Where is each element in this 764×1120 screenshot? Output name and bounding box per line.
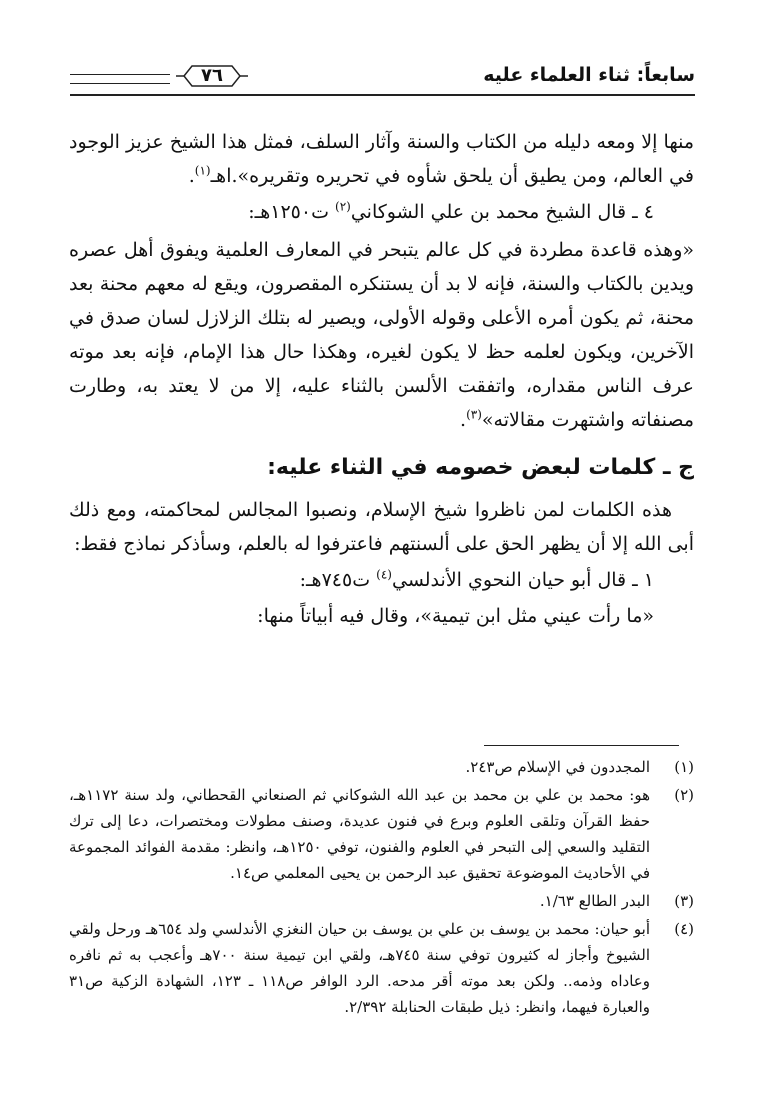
footnote-separator bbox=[484, 745, 679, 746]
page-number: ٧٦ bbox=[201, 65, 223, 86]
paragraph-text: منها إلا ومعه دليله من الكتاب والسنة وآثار السلف، فمثل هذا الشيخ عزيز الوجود في العالم، ومن يطيق أن يلحق شأوه في تحريره وتقريره».اهـ bbox=[69, 131, 694, 187]
item-end: ت١٢٥٠هـ: bbox=[248, 201, 335, 223]
footnote-text: هو: محمد بن علي بن محمد بن عبد الله الشوكاني ثم الصنعاني القحطاني، ولد سنة ١١٧٢هـ، حفظ القرآن وتلقى العلوم وبرع في فنون عديدة، وصنف مطولات ومختصرات، دعا إلى ترك التقليد والسعي إلى التبحر في العلوم والفنون، توفي ١٢٥٠هـ، وانظر: مقدمة الفوائد المجموعة في الأحاديث الموضوعة تحقيق عبد الرحمن بن يحيى المعلمي ص١٤. bbox=[69, 786, 650, 882]
quote-line: «ما رأت عيني مثل ابن تيمية»، وقال فيه أبياتاً منها: bbox=[257, 605, 654, 627]
paragraph bbox=[69, 125, 694, 193]
footnote-3 bbox=[69, 888, 694, 914]
item-text: ٤ ـ قال الشيخ محمد بن علي الشوكاني bbox=[350, 201, 654, 223]
numbered-item bbox=[69, 563, 694, 597]
footnote-mark: (٤) bbox=[674, 920, 694, 938]
footnote-1 bbox=[69, 754, 694, 780]
section-heading: ج ـ كلمات لبعض خصومه في الثناء عليه: bbox=[267, 455, 694, 480]
footnote-ref[interactable]: (٣) bbox=[466, 407, 482, 422]
footnote-ref[interactable]: (٢) bbox=[335, 199, 351, 214]
footnote-text: أبو حيان: محمد بن يوسف بن علي بن يوسف بن حيان النغزي الأندلسي ولد ٦٥٤هـ ورحل ولقي الشيوخ وأجاز له كثيرون توفي سنة ٧٤٥هـ، ولقي ابن تيمية سنة ٧٠٠هـ وأعجب به ثم نافره وعاداه وذمه.. ولكن بعد موته أقر مدحه. الرد الوافر ص١١٨ ـ ١٢٣، الشهادة الزكية ص٣١ والعبارة فيهما، وانظر: ذيل طبقات الحنابلة ٢/٣٩٢. bbox=[69, 920, 651, 1016]
footnote-2 bbox=[69, 782, 694, 886]
page-number-frame bbox=[176, 60, 248, 92]
running-title: سابعاً: ثناء العلماء عليه bbox=[483, 64, 695, 86]
footnote-mark: (٢) bbox=[674, 786, 694, 804]
footnote-mark: (٣) bbox=[674, 892, 694, 910]
header-rule bbox=[70, 94, 695, 96]
footnote-text: البدر الطالع ١/٦٣. bbox=[539, 892, 650, 910]
footnote-mark: (١) bbox=[674, 758, 694, 776]
page-header bbox=[70, 60, 695, 100]
paragraph-text: «وهذه قاعدة مطردة في كل عالم يتبحر في المعارف العلمية ويفوق أهل عصره ويدين بالكتاب والسنة، فإنه لا بد أن يستنكره المقصرون، ويقع له معهم محنة بعد محنة، ثم يكون أمره الأعلى وقوله الأولى، ويصير له بتلك الزلازل لسان صدق في الآخرين، ويكون لعلمه حظ لا يكون لغيره، وهكذا حال هذا الإمام، فإنه بعد موته عرف الناس مقداره، واتفقت الألسن بالثناء عليه، إلا من لا يعتد به، وطارت مصنفاته واشتهرت مقالاته» bbox=[69, 239, 694, 431]
footnote-text: المجددون في الإسلام ص٢٤٣. bbox=[465, 758, 650, 776]
main-text bbox=[69, 125, 694, 633]
paragraph: هذه الكلمات لمن ناظروا شيخ الإسلام، ونصبوا المجالس لمحاكمته، ومع ذلك أبى الله إلا أن يظهر الحق على ألسنتهم فاعترفوا له بالعلم، وسأذكر نماذج فقط: bbox=[69, 499, 694, 555]
header-ornament-lines bbox=[70, 74, 170, 84]
paragraph-end: . bbox=[460, 409, 467, 431]
numbered-item bbox=[69, 195, 694, 229]
quote-paragraph bbox=[69, 233, 694, 437]
paragraph-end: . bbox=[188, 165, 195, 187]
item-end: ت٧٤٥هـ: bbox=[299, 569, 377, 591]
item-text: ١ ـ قال أبو حيان النحوي الأندلسي bbox=[391, 569, 654, 591]
footnote-ref[interactable]: (١) bbox=[194, 163, 211, 178]
footnotes bbox=[69, 754, 694, 1022]
footnote-4 bbox=[69, 916, 694, 1020]
footnote-ref[interactable]: (٤) bbox=[376, 567, 392, 582]
